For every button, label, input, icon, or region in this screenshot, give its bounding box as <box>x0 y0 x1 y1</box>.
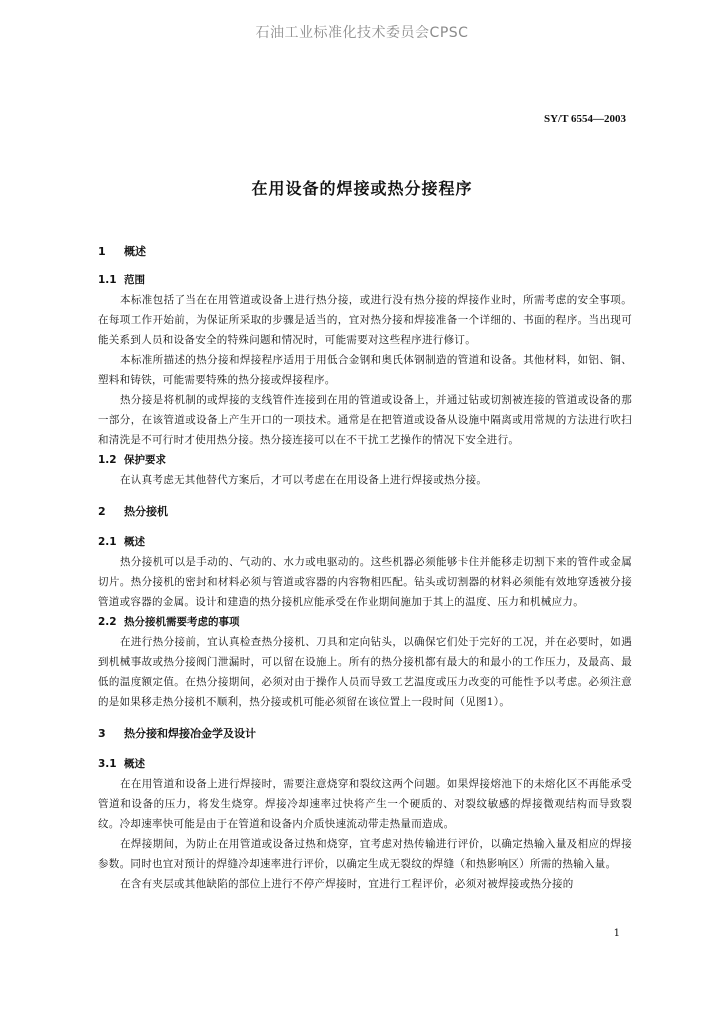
section-heading <box>98 502 632 522</box>
document-body <box>98 242 632 894</box>
page-number: 1 <box>613 928 620 939</box>
section-number: 1 <box>98 245 106 258</box>
subsection-heading <box>98 450 632 470</box>
subsection-title: 范围 <box>124 274 145 286</box>
subsection-number: 2.2 <box>98 616 117 628</box>
subsection-title: 热分接机需要考虑的事项 <box>124 616 240 628</box>
paragraph: 热分接是将机制的或焊接的支线管件连接到在用的管道或设备上，并通过钻或切割被连接的管道或设备的那一部分，在该管道或设备上产生开口的一项技术。通常是在把管道或设备从设施中隔离或用常规的方法进行吹扫和清洗是不可行时才使用热分接。热分接连接可以在不干扰工艺操作的情况下安全进行。 <box>98 394 632 446</box>
subsection-number: 3.1 <box>98 758 117 770</box>
section-number: 3 <box>98 727 106 740</box>
paragraph: 在在用管道和设备上进行焊接时，需要注意烧穿和裂纹这两个问题。如果焊接熔池下的未熔化区不再能承受管道和设备的压力，将发生烧穿。焊接冷却速率过快将产生一个硬质的、对裂纹敏感的焊接微观结构而导致裂纹。冷却速率快可能是由于在管道和设备内介质快速流动带走热量而造成。 <box>98 778 632 830</box>
document-title: 在用设备的焊接或热分接程序 <box>251 179 473 198</box>
subsection-title: 概述 <box>124 758 145 770</box>
paragraph: 本标准所描述的热分接和焊接程序适用于用低合金钢和奥氏体钢制造的管道和设备。其他材料，如铝、铜、塑料和铸铁，可能需要特殊的热分接或焊接程序。 <box>98 354 632 386</box>
paragraph: 热分接机可以是手动的、气动的、水力或电驱动的。这些机器必须能够卡住并能移走切割下来的管件或金属切片。热分接机的密封和材料必须与管道或容器的内容物相匹配。钻头或切割器的材料必须能有效地穿透被分接管道或容器的金属。设计和建造的热分接机应能承受在作业期间施加于其上的温度、压力和机械应力。 <box>98 556 632 608</box>
section-title: 概述 <box>124 245 146 258</box>
section-heading <box>98 242 632 262</box>
paragraph: 在含有夹层或其他缺陷的部位上进行不停产焊接时，宜进行工程评价，必须对被焊接或热分接的 <box>120 878 574 890</box>
subsection-number: 1.1 <box>98 274 117 286</box>
paragraph: 在认真考虑无其他替代方案后，才可以考虑在在用设备上进行焊接或热分接。 <box>120 474 488 486</box>
section-title: 热分接机 <box>124 505 168 518</box>
subsection-heading <box>98 532 632 552</box>
section-heading <box>98 724 632 744</box>
paragraph: 在焊接期间，为防止在用管道或设备过热和烧穿，宜考虑对热传输进行评价，以确定热输入量及相应的焊接参数。同时也宜对预计的焊缝冷却速率进行评价，以确定生成无裂纹的焊缝（和热影响区）所需的热输入量。 <box>98 838 632 870</box>
subsection-title: 概述 <box>124 536 145 548</box>
section-number: 2 <box>98 505 106 518</box>
subsection-number: 1.2 <box>98 454 117 466</box>
subsection-heading <box>98 612 632 632</box>
subsection-title: 保护要求 <box>124 454 166 466</box>
paragraph: 本标准包括了当在在用管道或设备上进行热分接，或进行没有热分接的焊接作业时，所需考虑的安全事项。在每项工作开始前，为保证所采取的步骤是适当的，宜对热分接和焊接准备一个详细的、书面的程序。当出现可能关系到人员和设备安全的特殊问题和情况时，可能需要对这些程序进行修订。 <box>98 294 632 346</box>
subsection-heading <box>98 754 632 774</box>
section-title: 热分接和焊接冶金学及设计 <box>124 727 256 740</box>
subsection-number: 2.1 <box>98 536 117 548</box>
paragraph: 在进行热分接前，宜认真检查热分接机、刀具和定向钻头，以确保它们处于完好的工况，并在必要时，如遇到机械事故或热分接阀门泄漏时，可以留在设施上。所有的热分接机都有最大的和最小的工作压力，及最高、最低的温度额定值。在热分接期间，必须对由于操作人员而导致工艺温度或压力改变的可能性予以考虑。必须注意的是如果移走热分接机不顺利，热分接或机可能必须留在该位置上一段时间（见图1）。 <box>98 636 632 708</box>
standard-number: SY/T 6554—2003 <box>543 113 626 125</box>
watermark: 石油工业标准化技术委员会CPSC <box>255 25 469 41</box>
subsection-heading <box>98 270 632 290</box>
